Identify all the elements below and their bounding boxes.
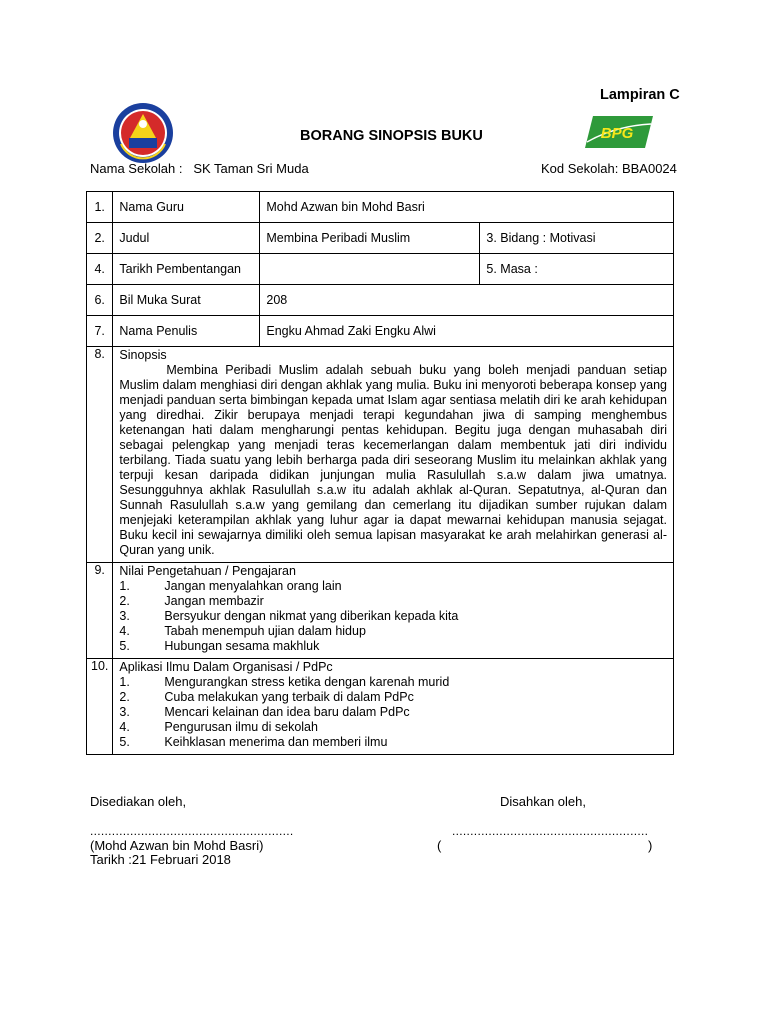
table-row xyxy=(87,316,674,347)
synopsis-text: Membina Peribadi Muslim adalah sebuah buku yang boleh menjadi panduan setiap Muslim dalam menghiasi diri dengan akhlak yang mulia. Buku ini menyoroti beberapa konsep yang menjadi panduan serta bimbingan kepada umat Islam agar sentiasa melatih diri ke arah kehidupan yang diredhai. Zikir berupaya menjadi terapi kegundahan jiwa di samping menghembus ketenangan hati dalam mengharungi pentas kehidupan. Begitu juga dengan muhasabah diri sebagai pelengkap yang menjadi teras kecemerlangan dalam membentuk jati diri individu terbilang. Tiada suatu yang lebih berharga pada diri seseorang Muslim itu melainkan akhlak yang terpuji kesan daripada didikan junjungan mulia Rasulullah s.a.w dalam jiwa umatnya. Sesungguhnya akhlak Rasulullah s.a.w itu adalah akhlak al-Quran. Sepatutnya, al-Quran dan Sunnah Rasulullah s.a.w yang gemilang dan cemerlang itu dijadikan sumber rujukan dalam menjejaki keterampilan akhlak yang luhur agar ia dapat mewarnai kehidupan manusia sejagat. Buku kecil ini sewajarnya dimiliki oleh semua lapisan masyarakat ke arah melahirkan generasi al-Quran yang unik. xyxy=(119,363,667,557)
field-label: Judul xyxy=(113,223,260,254)
row-number: 8. xyxy=(87,347,113,563)
table-row xyxy=(87,223,674,254)
row-number: 6. xyxy=(87,285,113,316)
list-item: 2. Cuba melakukan yang terbaik di dalam PdPc xyxy=(119,690,414,704)
row-number: 7. xyxy=(87,316,113,347)
field-category: 3. Bidang : Motivasi xyxy=(480,223,674,254)
book-title-value: Membina Peribadi Muslim xyxy=(260,223,480,254)
lessons-heading: Nilai Pengetahuan / Pengajaran xyxy=(119,564,296,578)
list-item: 4. Tabah menempuh ujian dalam hidup xyxy=(119,624,366,638)
teacher-name-value: Mohd Azwan bin Mohd Basri xyxy=(260,192,674,223)
row-number: 9. xyxy=(87,563,113,659)
lessons-cell xyxy=(113,563,674,659)
author-value: Engku Ahmad Zaki Engku Alwi xyxy=(260,316,674,347)
table-row xyxy=(87,659,674,755)
table-row xyxy=(87,192,674,223)
field-label: Nama Guru xyxy=(113,192,260,223)
bpg-logo-text: BPG xyxy=(600,125,634,142)
lessons-list xyxy=(119,579,667,654)
table-row xyxy=(87,285,674,316)
synopsis-heading: Sinopsis xyxy=(119,348,167,362)
ministry-logo xyxy=(112,102,174,164)
form-title: BORANG SINOPSIS BUKU xyxy=(300,128,483,144)
page-count-value: 208 xyxy=(260,285,674,316)
field-time: 5. Masa : xyxy=(480,254,674,285)
row-number: 10. xyxy=(87,659,113,755)
bpg-logo xyxy=(585,114,653,150)
prepared-date: Tarikh :21 Februari 2018 xyxy=(90,852,231,867)
list-item: 3. Mencari kelainan dan idea baru dalam PdPc xyxy=(119,705,410,719)
prepared-name: (Mohd Azwan bin Mohd Basri) xyxy=(90,838,264,853)
synopsis-cell xyxy=(113,347,674,563)
field-label: Tarikh Pembentangan xyxy=(113,254,260,285)
field-label: Nama Penulis xyxy=(113,316,260,347)
row-number: 4. xyxy=(87,254,113,285)
field-label: Bil Muka Surat xyxy=(113,285,260,316)
appendix-label: Lampiran C xyxy=(600,87,680,103)
synopsis-form-table xyxy=(86,191,674,755)
list-item: 1. Mengurangkan stress ketika dengan karenah murid xyxy=(119,675,450,689)
approved-signature-line: ...................................................... xyxy=(452,824,649,838)
table-row xyxy=(87,254,674,285)
presentation-date-value xyxy=(260,254,480,285)
list-item: 5. Hubungan sesama makhluk xyxy=(119,639,320,653)
school-code: Kod Sekolah: BBA0024 xyxy=(541,161,677,176)
application-cell xyxy=(113,659,674,755)
list-item: 5. Keihklasan menerima dan memberi ilmu xyxy=(119,735,388,749)
list-item: 2. Jangan membazir xyxy=(119,594,264,608)
approved-by-label: Disahkan oleh, xyxy=(500,794,586,809)
table-row xyxy=(87,347,674,563)
prepared-by-label: Disediakan oleh, xyxy=(90,794,187,809)
application-heading: Aplikasi Ilmu Dalam Organisasi / PdPc xyxy=(119,660,333,674)
row-number: 2. xyxy=(87,223,113,254)
application-list xyxy=(119,675,667,750)
prepared-signature-line: ........................................................ xyxy=(90,824,294,838)
approved-name-close: ) xyxy=(648,838,653,853)
list-item: 1. Jangan menyalahkan orang lain xyxy=(119,579,342,593)
list-item: 4. Pengurusan ilmu di sekolah xyxy=(119,720,318,734)
school-name: Nama Sekolah : SK Taman Sri Muda xyxy=(90,161,309,176)
table-row xyxy=(87,563,674,659)
row-number: 1. xyxy=(87,192,113,223)
approved-name-open: ( xyxy=(437,838,442,853)
list-item: 3. Bersyukur dengan nikmat yang diberikan kepada kita xyxy=(119,609,459,623)
